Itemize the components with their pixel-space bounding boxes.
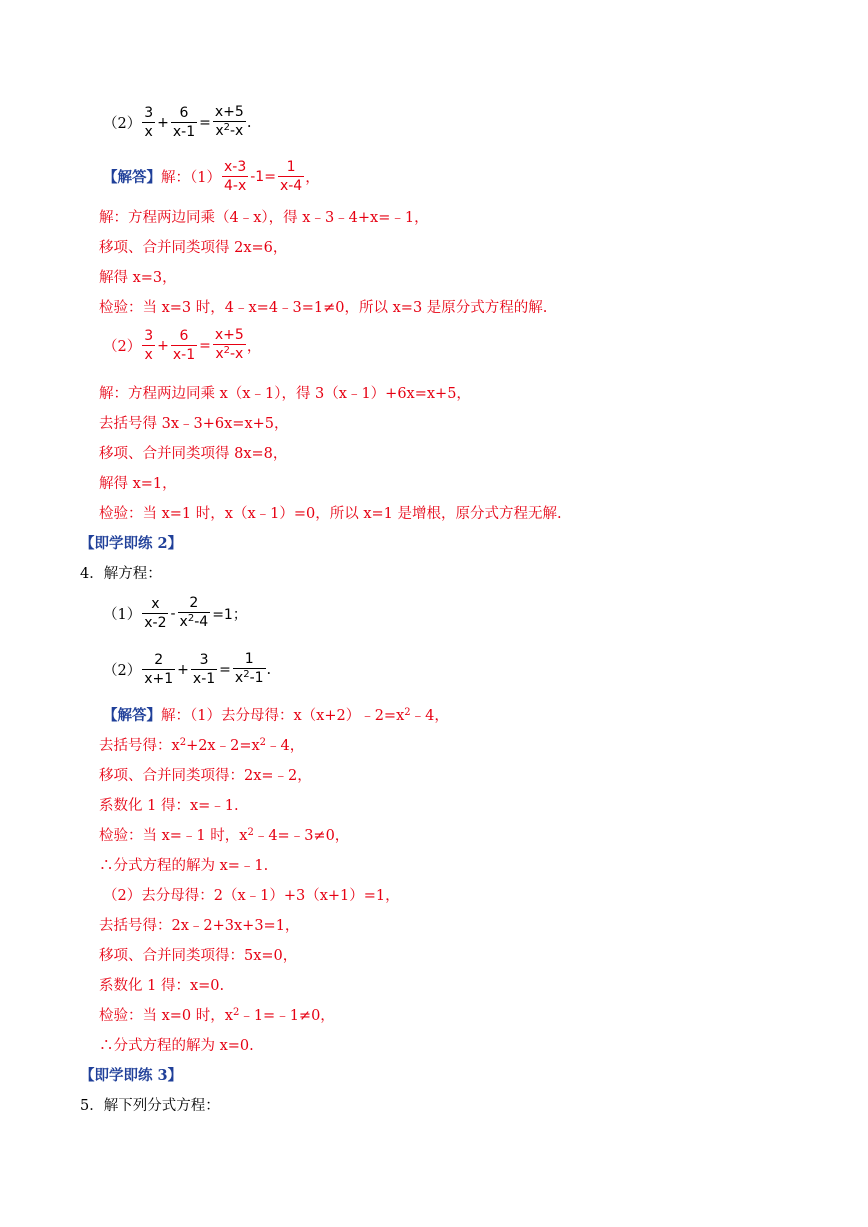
question-5-title: 5．解下列分式方程： (80, 1098, 220, 1114)
solution-1-part-2: （2） $\frac{3}{x}$ + $\frac{6}{x-1}$ = $\frac{x+5}{x^2-x}$ ， (103, 327, 262, 363)
fraction: $\frac{x+5}{x^2-x}$ (214, 327, 244, 362)
solution-line: 系数化 1 得：x=0. (99, 978, 225, 994)
solution-2-line-1: 【解答】解：（1）去分母得：$x(x+2)﹣2=x^2﹣4$， (103, 707, 449, 724)
fraction: $\frac{1}{x-4}$ (279, 159, 303, 194)
fraction: $\frac{3}{x-1}$ (192, 652, 216, 687)
fraction: $\frac{6}{x-1}$ (172, 105, 196, 140)
solution-line: ∴分式方程的解为 x=﹣1. (99, 858, 269, 874)
eq-label: （2） (103, 116, 142, 132)
solution-line: 检验：当 x=0 时，$x^2﹣1=﹣1\ne 0$， (99, 1007, 335, 1024)
solution-line: 去括号得：$x^2+2x﹣2=x^2﹣4$， (99, 737, 305, 754)
solution-line: 检验：当 x=3 时，4﹣x=4﹣3=1≠0，所以 x=3 是原分式方程的解. (99, 300, 548, 316)
fraction: $\frac{3}{x}$ (144, 328, 154, 363)
fraction: $\frac{3}{x}$ (144, 105, 154, 140)
solution-line: 去括号得：2x﹣2+3x+3=1， (99, 918, 300, 934)
solution-line: ∴分式方程的解为 x=0. (99, 1038, 254, 1054)
solution-line: 检验：当 x=﹣1 时，$x^2﹣4=﹣3\ne 0$， (99, 827, 350, 844)
fraction: $\frac{2}{x+1}$ (144, 652, 174, 687)
solution-1-intro: 【解答】 解：（1） $\frac{x-3}{4-x}$ -1= $\frac{1}{x-4}$ ， (103, 159, 320, 194)
fraction: $\frac{x-3}{4-x}$ (223, 159, 247, 194)
solution-line: 去括号得 3x﹣3+6x=x+5， (99, 416, 289, 432)
solution-line: （2）去分母得：2（x﹣1）+3（x+1）=1， (103, 888, 400, 904)
fraction: $\frac{1}{x^2-1}$ (234, 651, 264, 686)
solution-line: 解：方程两边同乘 x（x﹣1），得 3（x﹣1）+6x=x+5， (99, 386, 471, 402)
fraction: $\frac{6}{x-1}$ (172, 328, 196, 363)
solution-line: 解得 x=3， (99, 270, 177, 286)
fraction: $\frac{x+5}{x^2-x}$ (214, 104, 244, 139)
solution-line: 移项、合并同类项得：2x=﹣2， (99, 768, 312, 784)
solution-line: 移项、合并同类项得 2x=6， (99, 240, 288, 256)
answer-tag: 【解答】 (103, 707, 161, 724)
fraction: $\frac{2}{x^2-4}$ (179, 595, 209, 630)
question-4-equation-1: （1） $\frac{x}{x-2}$ - $\frac{2}{x^2-4}$ =1； (103, 595, 247, 631)
question-4-title: 4．解方程： (80, 566, 162, 582)
solution-line: 解得 x=1， (99, 476, 177, 492)
answer-tag: 【解答】 (103, 169, 161, 186)
section-heading-3: 【即学即练 3】 (80, 1067, 183, 1084)
section-heading-2: 【即学即练 2】 (80, 535, 183, 552)
fraction: $\frac{x}{x-2}$ (144, 596, 167, 631)
solution-line: 检验：当 x=1 时，x（x﹣1）=0，所以 x=1 是增根，原分式方程无解. (99, 506, 562, 522)
solution-line: 系数化 1 得：x=﹣1. (99, 798, 239, 814)
solution-line: 移项、合并同类项得：5x=0， (99, 948, 298, 964)
question-4-equation-2: （2） $\frac{2}{x+1}$ + $\frac{3}{x-1}$ = $\frac{1}{x^2-1}$ . (103, 651, 272, 687)
solution-line: 解：方程两边同乘（4﹣x），得 x﹣3﹣4+x=﹣1， (99, 210, 429, 226)
equation-2-given: （2） $\frac{3}{x}$ + $\frac{6}{x-1}$ = $\frac{x+5}{x^2-x}$ . (103, 104, 252, 140)
solution-line: 移项、合并同类项得 8x=8， (99, 446, 288, 462)
